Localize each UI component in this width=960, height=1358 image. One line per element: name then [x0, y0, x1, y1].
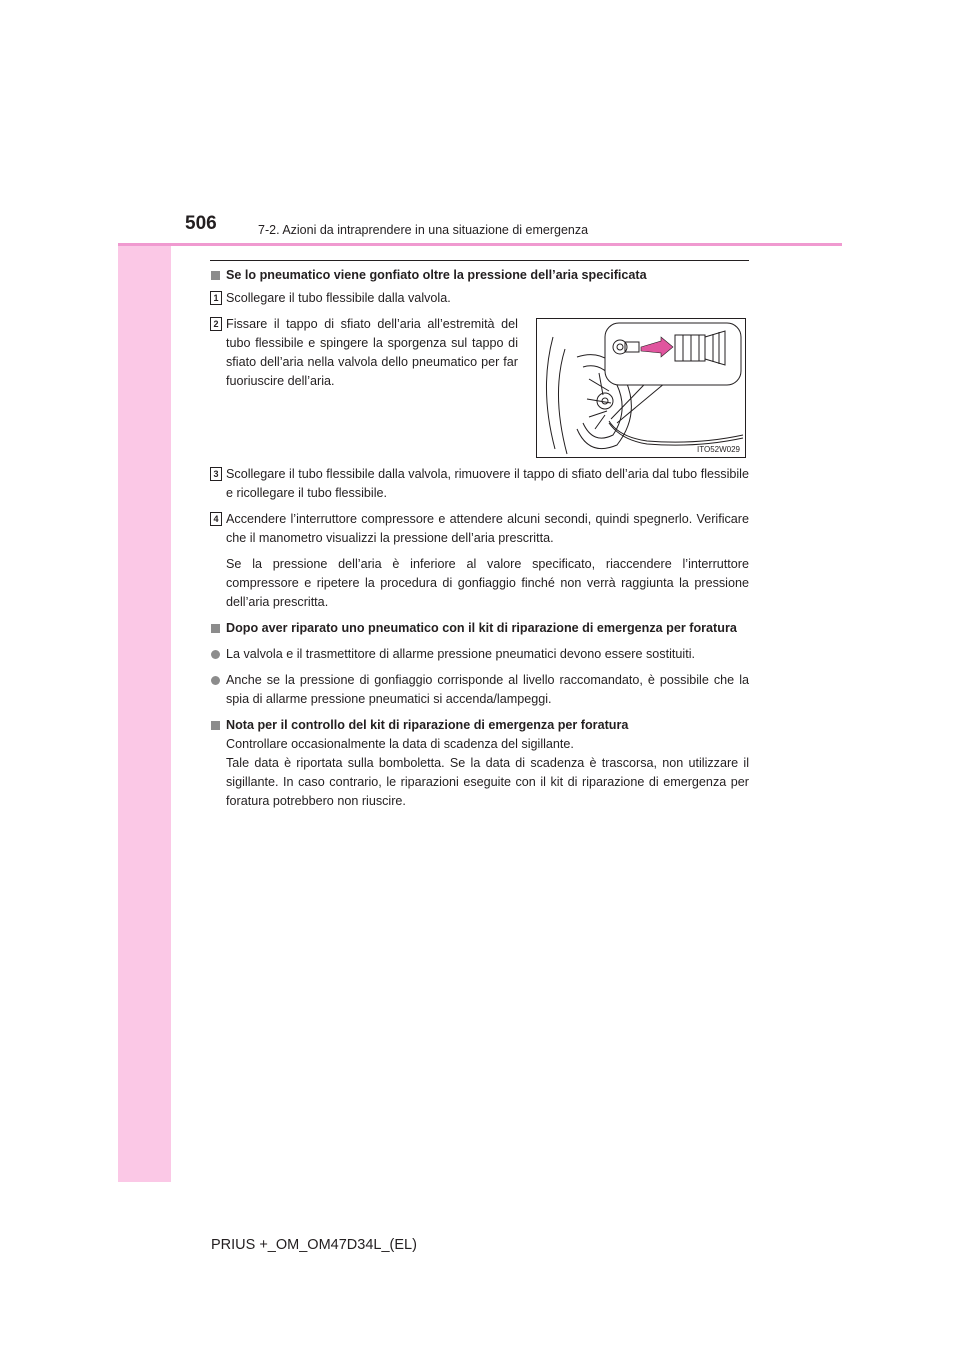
list-item-text: La valvola e il trasmettitore di allarme pressione pneumatici devono essere sostituiti.	[226, 647, 695, 661]
section-heading-overinflated	[210, 266, 749, 285]
square-bullet-icon	[211, 271, 220, 280]
step-2	[210, 315, 749, 458]
step-4	[210, 510, 749, 612]
step-text: Fissare il tappo di sfiato dell’aria all’estremità del tubo flessibile e spingere la sporgenza sul tappo di sfiato dell’aria nella valvola dello pneumatico per far fuoriuscire dell’aria.	[226, 317, 518, 388]
step-number-badge: 3	[210, 467, 222, 481]
step-number-badge: 1	[210, 291, 222, 305]
step-number-badge: 2	[210, 317, 222, 331]
step-number-badge: 4	[210, 512, 222, 526]
section-heading-text: Dopo aver riparato uno pneumatico con il kit di riparazione di emergenza per foratura	[226, 621, 737, 635]
step-text: Scollegare il tubo flessibile dalla valvola, rimuovere il tappo di sfiato dell’aria dal tubo flessibile e ricollegare il tubo flessibile.	[226, 467, 749, 500]
figure-code: ITO52W029	[697, 445, 740, 454]
step-text: Scollegare il tubo flessibile dalla valvola.	[226, 291, 451, 305]
step-note: Se la pressione dell’aria è inferiore al valore specificato, riaccendere l’interruttore compressore e ripetere la procedura di gonfiaggio finché non verrà raggiunta la pressione dell’aria prescritta.	[226, 557, 749, 609]
kit-check-paragraph	[210, 735, 749, 811]
square-bullet-icon	[211, 721, 220, 730]
circle-bullet-icon	[211, 650, 220, 659]
section-heading-kit-check	[210, 716, 749, 735]
step-3	[210, 465, 749, 503]
circle-bullet-icon	[211, 676, 220, 685]
document-code: PRIUS +_OM_OM47D34L_(EL)	[211, 1237, 417, 1253]
page-number: 506	[185, 213, 217, 234]
paragraph-line: Controllare occasionalmente la data di scadenza del sigillante.	[226, 737, 574, 751]
section-title: 7-2. Azioni da intraprendere in una situazione di emergenza	[258, 223, 589, 237]
side-color-band	[118, 176, 171, 1182]
square-bullet-icon	[211, 624, 220, 633]
list-item	[210, 671, 749, 709]
paragraph-line: Tale data è riportata sulla bomboletta. Se la data di scadenza è trascorsa, non utilizzare il sigillante. In caso contrario, le riparazioni eseguite con il kit di riparazione di emergenza per foratura potrebbero non riuscire.	[226, 756, 749, 808]
section-heading-after-repair	[210, 619, 749, 638]
page-content	[210, 266, 749, 811]
header-rule	[118, 243, 842, 246]
list-item-text: Anche se la pressione di gonfiaggio corrisponde al livello raccomandato, è possibile che la spia di allarme pressione pneumatici si accenda/lampeggi.	[226, 673, 749, 706]
tire-valve-drawing	[537, 319, 745, 457]
valve-air-release-illustration	[536, 318, 746, 458]
step-text: Accendere l’interruttore compressore e attendere alcuni secondi, quindi spegnerlo. Verificare che il manometro visualizzi la pressione dell’aria prescritta.	[226, 512, 749, 545]
section-heading-text: Se lo pneumatico viene gonfiato oltre la pressione dell’aria specificata	[226, 268, 647, 282]
list-item	[210, 645, 749, 664]
section-heading-text: Nota per il controllo del kit di riparazione di emergenza per foratura	[226, 718, 629, 732]
step-1	[210, 289, 749, 308]
content-rule	[210, 260, 749, 261]
